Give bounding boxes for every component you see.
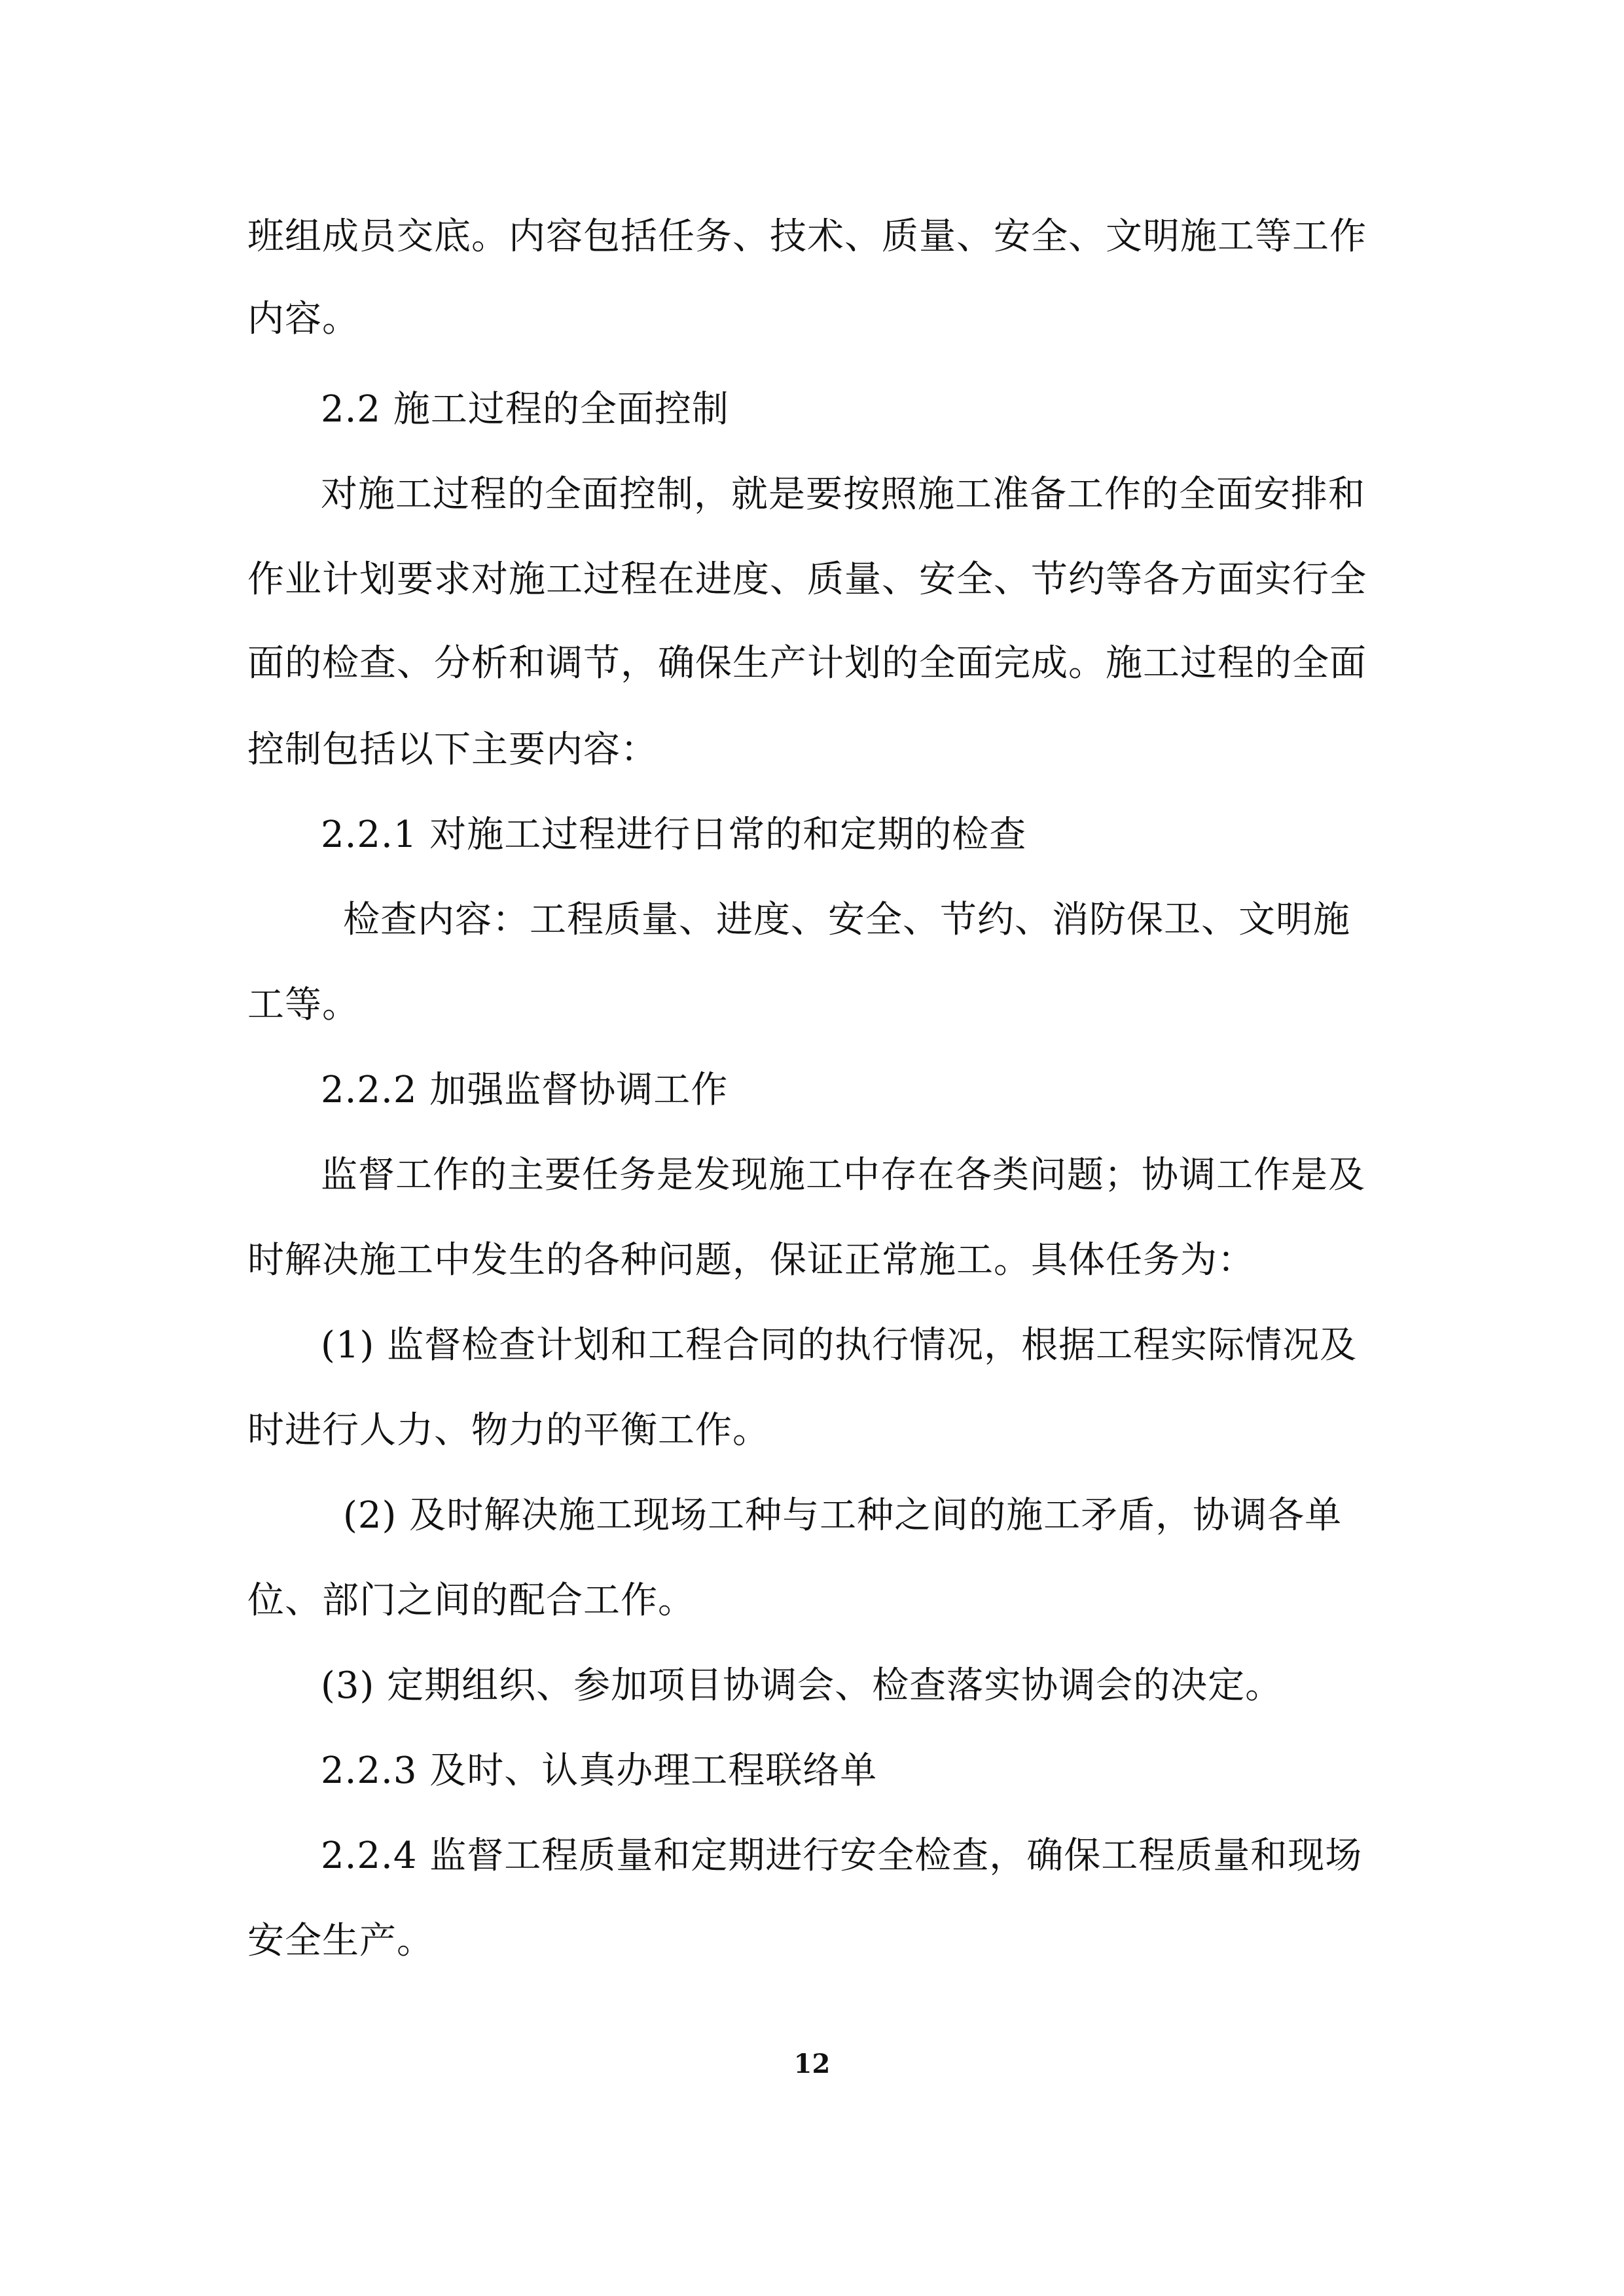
text-line: 控制包括以下主要内容： (247, 728, 658, 771)
list-item: (1) 监督检查计划和工程合同的执行情况，根据工程实际情况及 (321, 1324, 1358, 1367)
text-line: 面的检查、分析和调节，确保生产计划的全面完成。施工过程的全面 (247, 642, 1367, 685)
list-item: (2) 及时解决施工现场工种与工种之间的施工矛盾，协调各单 (343, 1494, 1343, 1537)
text-line: 班组成员交底。内容包括任务、技术、质量、安全、文明施工等工作 (247, 215, 1367, 258)
text-line: 安全生产。 (247, 1920, 434, 1962)
text-line: 内容。 (247, 298, 359, 340)
text-line: 时进行人力、物力的平衡工作。 (247, 1409, 770, 1452)
text-line: 检查内容：工程质量、进度、安全、节约、消防保卫、文明施 (343, 899, 1350, 941)
section-heading: 2.2.4 监督工程质量和定期进行安全检查，确保工程质量和现场 (321, 1835, 1363, 1877)
section-heading: 2.2.1 对施工过程进行日常的和定期的检查 (321, 814, 1027, 856)
list-item: (3) 定期组织、参加项目协调会、检查落实协调会的决定。 (321, 1664, 1283, 1707)
text-line: 对施工过程的全面控制，就是要按照施工准备工作的全面安排和 (321, 473, 1365, 516)
text-line: 监督工作的主要任务是发现施工中存在各类问题；协调工作是及 (321, 1154, 1365, 1196)
section-heading: 2.2.3 及时、认真办理工程联络单 (321, 1749, 878, 1792)
text-line: 位、部门之间的配合工作。 (247, 1579, 695, 1622)
text-line: 时解决施工中发生的各种问题，保证正常施工。具体任务为： (247, 1239, 1255, 1282)
section-heading: 2.2 施工过程的全面控制 (321, 388, 729, 431)
page-number: 12 (793, 2049, 831, 2079)
section-heading: 2.2.2 加强监督协调工作 (321, 1069, 729, 1111)
text-line: 工等。 (247, 984, 359, 1026)
text-line: 作业计划要求对施工过程在进度、质量、安全、节约等各方面实行全 (247, 558, 1367, 601)
